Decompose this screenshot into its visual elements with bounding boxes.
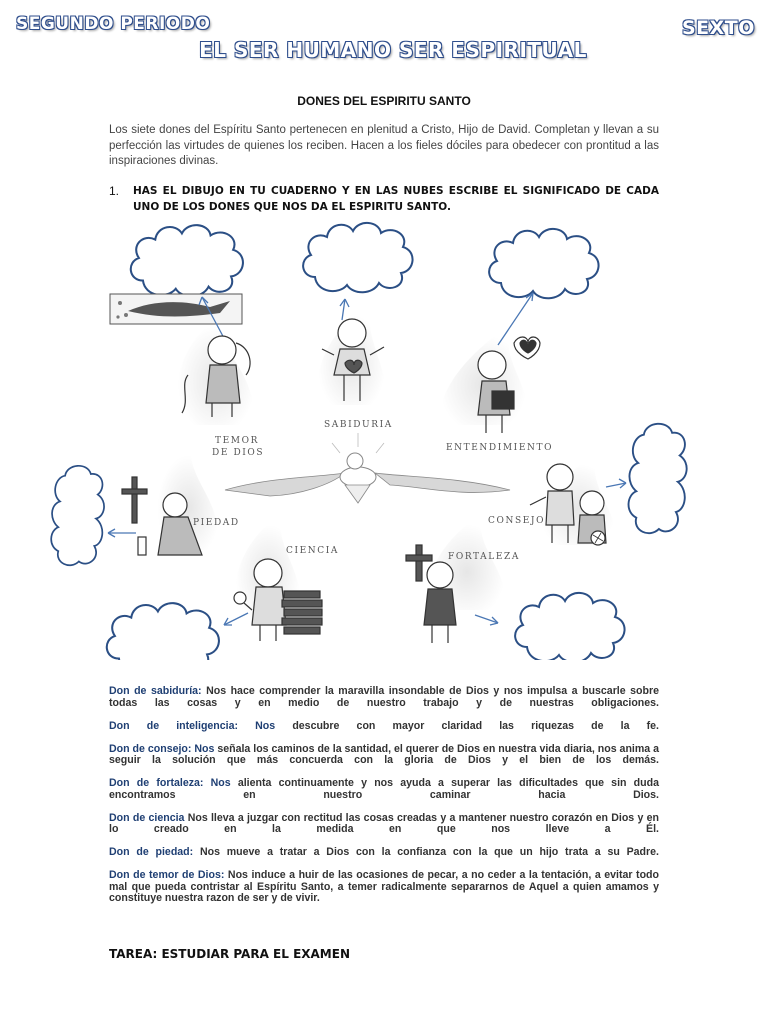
cloud-fortaleza: [515, 593, 624, 660]
definition-term: Don de ciencia: [109, 811, 185, 824]
page-title: EL SER HUMANO SER ESPIRITUAL: [199, 38, 587, 62]
definition-term: Don de sabiduría:: [109, 685, 202, 697]
definition-item: [109, 744, 659, 767]
definitions-list: [109, 686, 659, 916]
gifts-diagram: [40, 215, 768, 660]
definition-term: Don de inteligencia: Nos: [109, 719, 276, 732]
definition-text: Nos induce a huir de las ocasiones de pecar, a no ceder a la tentación, a evitar todo mal que pueda contristar al Espíritu Santo, a temer radicalmente separarnos de Aquel a quien amamos y constituye nuestra razon de ser y de vivir.: [109, 869, 659, 904]
grade-label: SEXTO: [682, 17, 755, 39]
period-label: SEGUNDO PERIODO: [16, 14, 211, 34]
cloud-piedad: [51, 466, 104, 565]
cloud-entendimiento: [489, 229, 598, 298]
definition-term: Don de consejo: Nos: [109, 742, 215, 755]
definition-text: Nos hace comprender la maravilla insondable de Dios y nos impulsa a buscarle sobre todas las cosas y en medio de nuestro trabajo y de nuestras obligaciones.: [109, 685, 659, 709]
label-consejo: CONSEJO: [488, 516, 546, 526]
section-subtitle: DONES DEL ESPIRITU SANTO: [297, 94, 471, 108]
definition-item: [109, 813, 659, 836]
cloud-ciencia: [107, 603, 219, 660]
definition-item: [109, 870, 659, 905]
label-temor-line2: DE DIOS: [212, 448, 265, 458]
cloud-temor: [131, 225, 243, 296]
label-temor-line1: TEMOR: [215, 436, 259, 446]
cloud-consejo: [629, 424, 687, 533]
definition-text: Nos lleva a juzgar con rectitud las cosas creadas y a mantener nuestro corazón en Dios y en lo creado en la medida en que nos lleve a Él.: [109, 811, 659, 835]
label-fortaleza: FORTALEZA: [448, 552, 520, 562]
intro-paragraph: Los siete dones del Espíritu Santo pertenecen en plenitud a Cristo, Hijo de David. Completan y llevan a su perfección las virtudes de quienes los reciben. Hacen a los fieles dóciles para obedecer con prontitud a las inspiraciones divinas.: [109, 124, 659, 167]
definition-term: Don de fortaleza: Nos: [109, 777, 231, 789]
definition-item: [109, 778, 659, 801]
definition-term: Don de piedad:: [109, 846, 194, 858]
instruction-text: HAS EL DIBUJO EN TU CUADERNO Y EN LAS NUBES ESCRIBE EL SIGNIFICADO DE CADA UNO DE LOS DONES QUE NOS DA EL ESPIRITU SANTO.: [133, 185, 659, 213]
label-piedad: PIEDAD: [193, 518, 240, 528]
definition-term: Don de temor de Dios:: [109, 869, 225, 881]
dove-sketch-image: [110, 294, 242, 324]
definition-text: alienta continuamente y nos ayuda a superar las dificultades que sin duda encontramos en nuestro caminar hacia Dios.: [109, 777, 659, 801]
definition-text: descubre con mayor claridad las riquezas de la fe.: [275, 719, 660, 732]
label-sabiduria: SABIDURIA: [324, 420, 393, 430]
cloud-sabiduria: [303, 223, 412, 292]
definition-text: Nos mueve a tratar a Dios con la confianza con la que un hijo trata a su Padre.: [193, 846, 659, 858]
label-entendimiento: ENTENDIMIENTO: [446, 443, 554, 453]
definition-item: [109, 721, 659, 733]
label-ciencia: CIENCIA: [286, 546, 340, 556]
definition-text: señala los caminos de la santidad, el querer de Dios en nuestra vida diaria, nos anima a seguir la solución que más concuerda con la gloria de Dios y el bien de los demás.: [109, 742, 660, 766]
instruction-item: [109, 183, 659, 215]
definition-item: [109, 686, 659, 709]
instruction-number: 1.: [109, 184, 120, 198]
homework-task: TAREA: ESTUDIAR PARA EL EXAMEN: [109, 947, 350, 961]
definition-item: [109, 847, 659, 859]
